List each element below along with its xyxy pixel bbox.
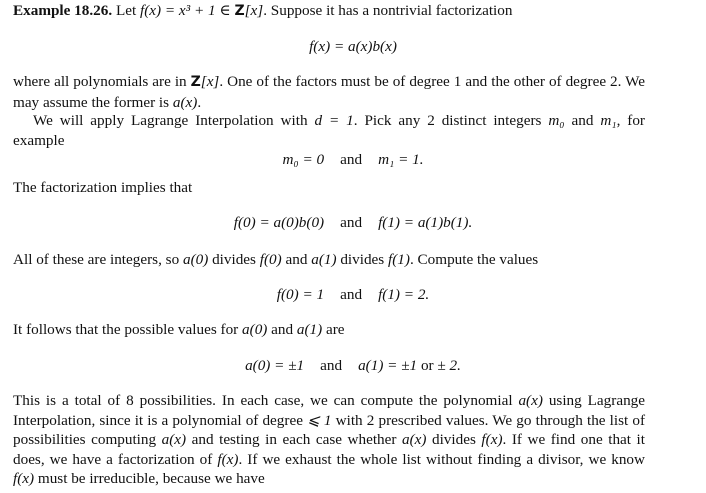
equation-possibilities: a(0) = ±1 and a(1) = ±1 or ± 2.: [245, 357, 461, 374]
example-label: Example 18.26.: [13, 2, 113, 19]
equation-factorization: f(x) = a(x)b(x): [309, 38, 397, 55]
equation-m-values: m₀ = 0 and m₁ = 1.: [282, 151, 424, 168]
equation-computed-values: f(0) = 1 and f(1) = 2.: [276, 286, 430, 303]
paragraph-polynomials: where all polynomials are in Z[x]. One of the factors must be of degree 1 and the other of degree 2. We may assume the former is a(x).: [13, 73, 645, 111]
paragraph-implies: The factorization implies that: [13, 179, 193, 196]
example-heading-line: Example 18.26. Let f(x) = x³ + 1 ∈ Z[x]. Suppose it has a nontrivial factorization: [13, 2, 513, 19]
paragraph-conclusion: This is a total of 8 possibilities. In each case, we can compute the polynomial a(x) using Lagrange Interpolation, since it is a polynomial of degree ⩽ 1 with 2 prescribed values. We go through the list of possibilities computing a(x) and testing in each case whether a(x) divides f(x). If we find one that it does, we have a factorization of f(x). If we exhaust the whole list without finding a divisor, we know f(x) must be irreducible, because we have: [13, 392, 645, 487]
equation-f-values-factored: f(0) = a(0)b(0) and f(1) = a(1)b(1).: [233, 214, 473, 231]
paragraph-integers: All of these are integers, so a(0) divides f(0) and a(1) divides f(1). Compute the values: [13, 251, 539, 268]
paragraph-lagrange: We will apply Lagrange Interpolation with d = 1. Pick any 2 distinct integers m₀ and m₁, for example: [13, 112, 645, 149]
paragraph-possible-values: It follows that the possible values for a(0) and a(1) are: [13, 321, 345, 338]
